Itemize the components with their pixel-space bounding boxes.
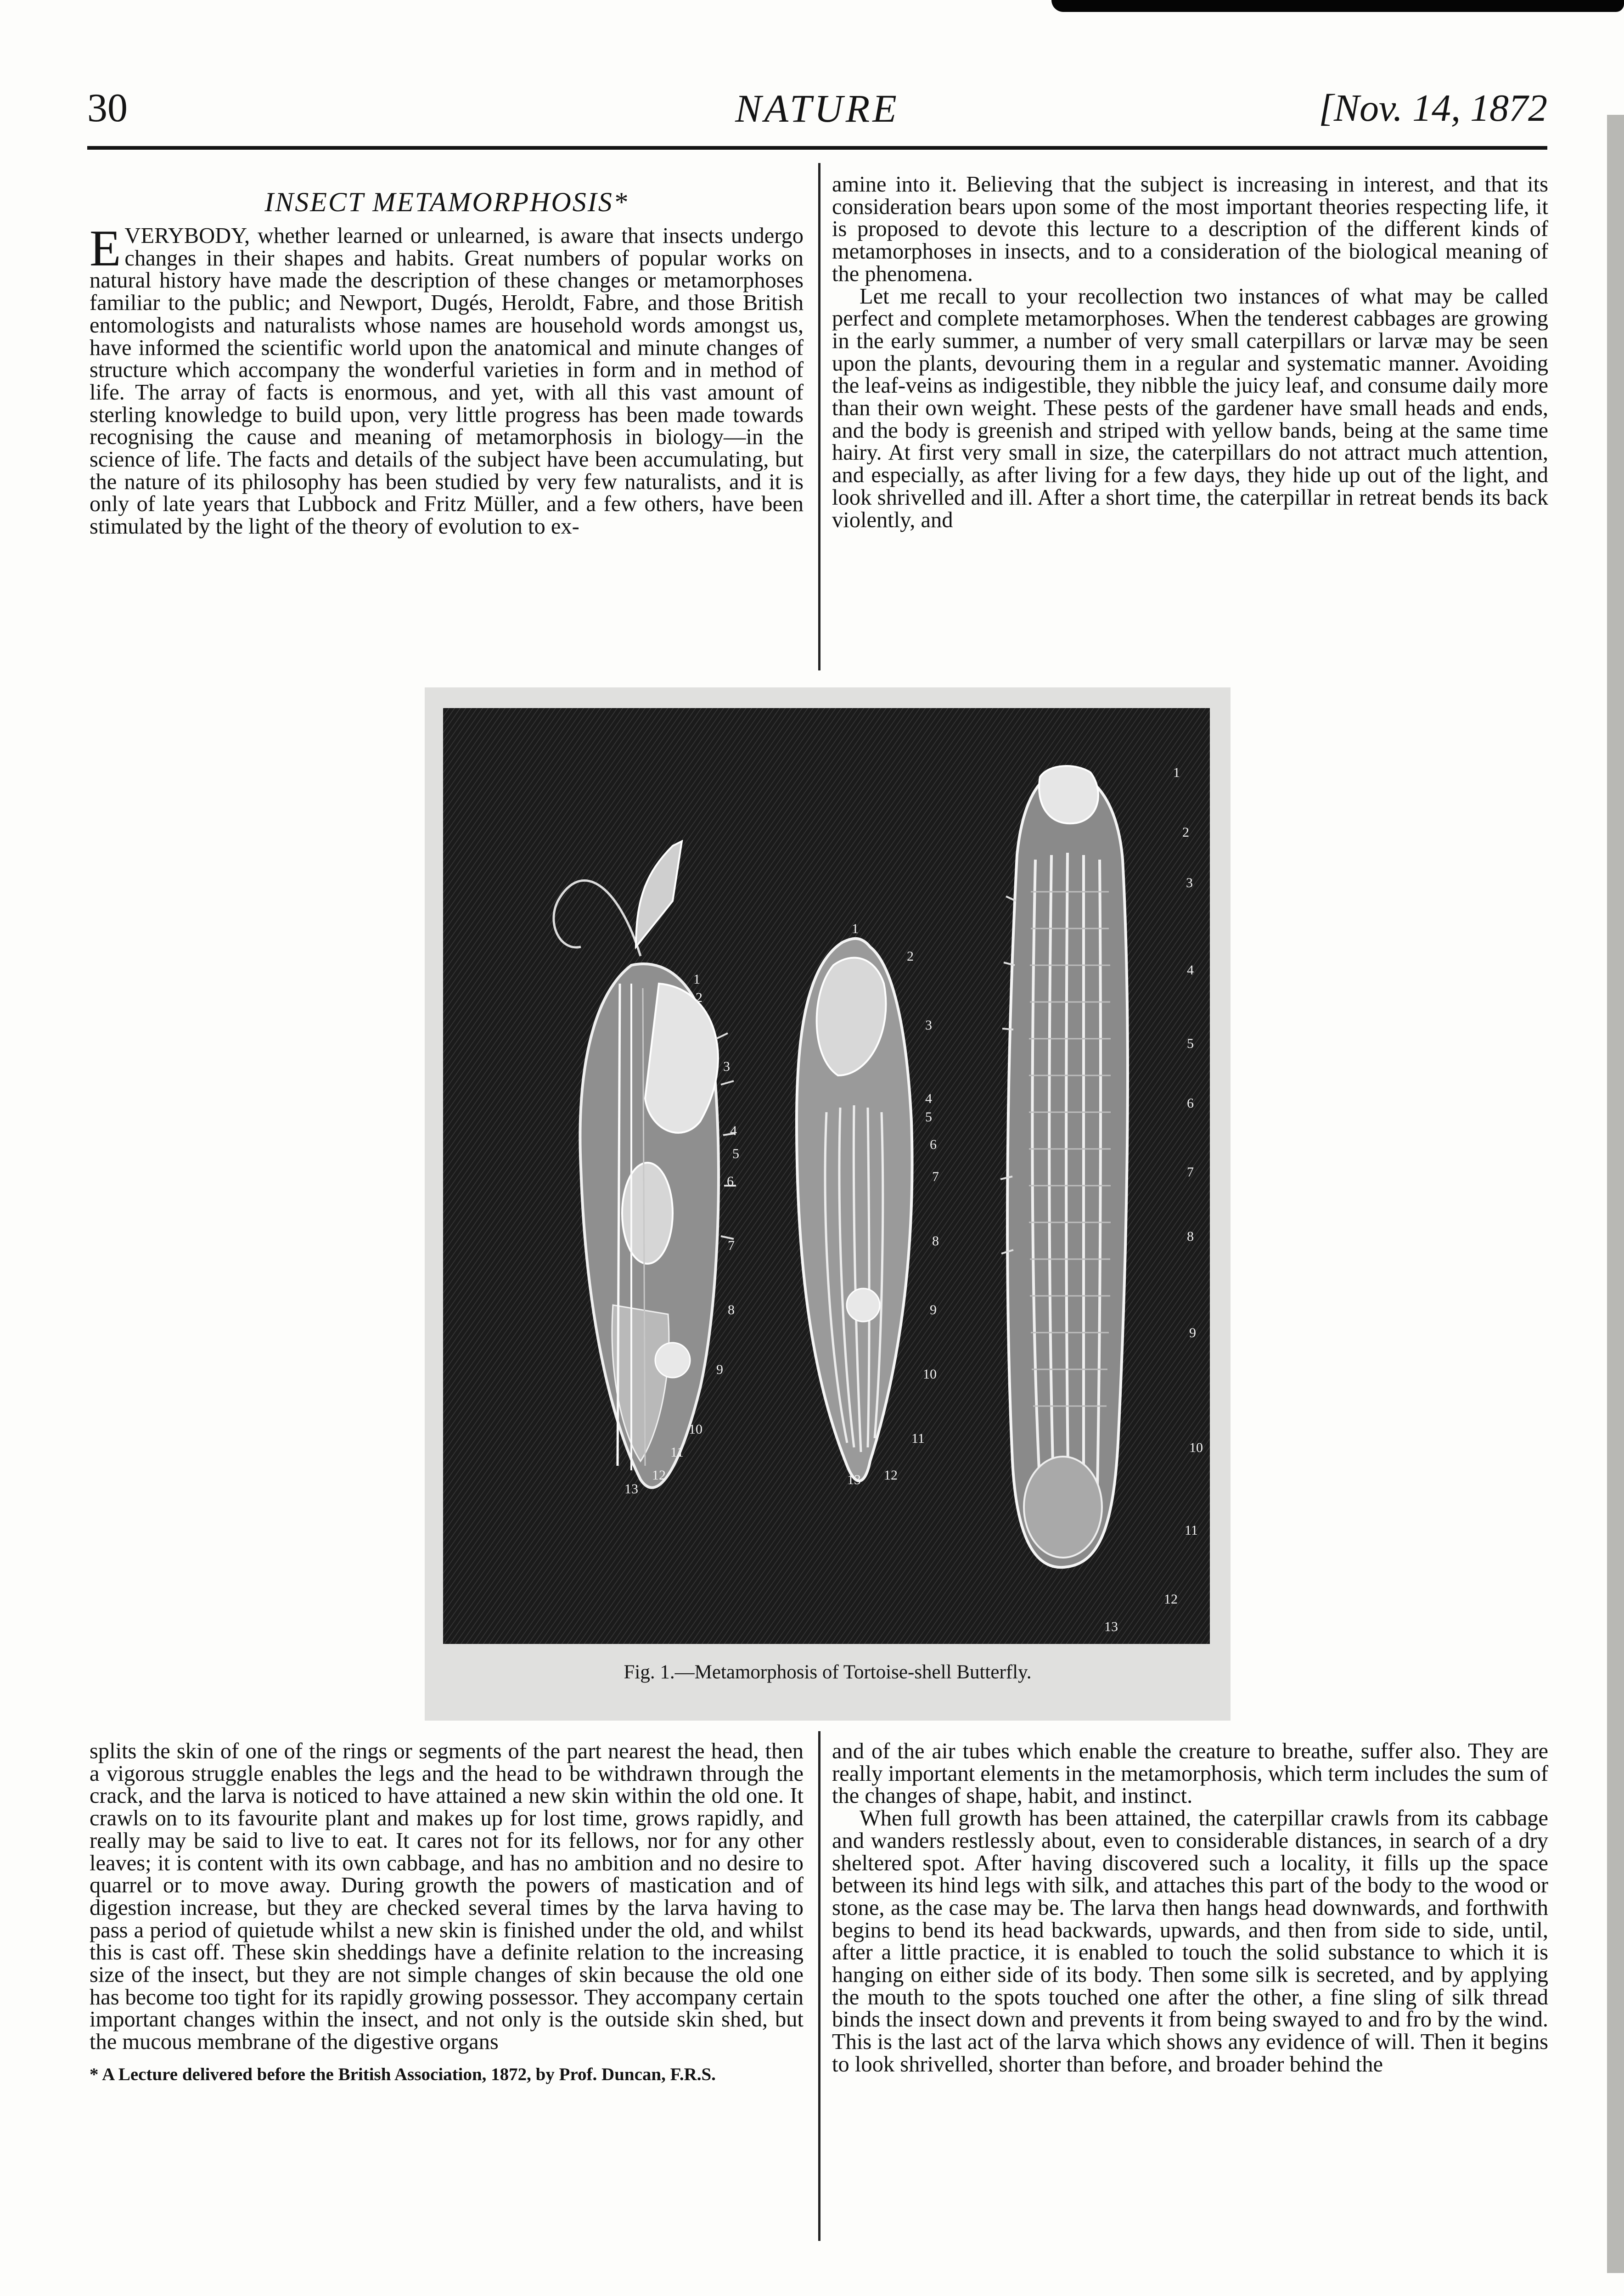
figure-label: 8 [1187, 1229, 1194, 1244]
figure-label: 13 [1104, 1619, 1118, 1634]
figure-label: 6 [727, 1174, 734, 1189]
journal-title: NATURE [735, 86, 899, 130]
figure-label: 2 [1182, 825, 1189, 840]
paragraph-text: amine into it. Believing that the subject is increasing in interest, and that its consideration bears upon some of the most important theories respecting life, it is proposed to devote this lecture to a description of the different kinds of metamorphoses in insects, and to a consideration of the biological meaning of the phenomena. [832, 172, 1548, 286]
figure-label: 7 [932, 1169, 939, 1184]
figure-label: 4 [925, 1091, 932, 1106]
figure-label: 9 [1189, 1325, 1196, 1340]
figure-label: 12 [884, 1468, 898, 1483]
figure-label: 8 [728, 1302, 735, 1317]
figure-label: 2 [696, 990, 702, 1005]
figure-label: 6 [930, 1137, 937, 1152]
column-rule-bottom [818, 1731, 820, 2241]
figure-label: 4 [1187, 962, 1194, 978]
page-number: 30 [87, 86, 128, 130]
right-column-top [832, 174, 1548, 531]
paragraph-text: VERYBODY, whether learned or unlearned, is aware that insects undergo changes in their shapes and habits. Great numbers of popular works on natural history have made the description of these changes or metamorphoses familiar to the public; and Newport, Dugés, Heroldt, Fabre, and those British entomologists and naturalists whose names are household words amongst us, have informed the scientific world upon the anatomical and minute changes of structure which accompany the wonderful varieties in form and in method of life. The array of facts is enormous, and yet, with all this vast amount of sterling knowledge to build upon, very little progress has been made towards recognising the cause and meaning of metamorphosis in biology—in the science of life. The facts and details of the subject have been accumulating, but the nature of its philosophy has been studied by very few naturalists, and it is only of late years that Lubbock and Fritz Müller, and a few others, have been stimulated by the light of the theory of evolution to ex- [90, 224, 804, 539]
figure-label: 3 [723, 1059, 730, 1074]
figure-label: 11 [1185, 1523, 1198, 1538]
figure-label: 1 [1173, 765, 1180, 780]
figure-label: 9 [930, 1302, 937, 1317]
figure-label: 6 [1187, 1096, 1194, 1111]
metamorphosis-illustration [443, 708, 1210, 1644]
figure-label: 11 [670, 1445, 684, 1460]
header-rule [87, 146, 1547, 150]
figure-label: 10 [689, 1422, 702, 1437]
figure-label: 7 [728, 1238, 735, 1253]
right-column-bottom [832, 1740, 1548, 2076]
figure-label: 5 [732, 1146, 739, 1161]
figure-label: 4 [730, 1123, 737, 1138]
figure-label: 5 [1187, 1036, 1194, 1051]
footnote: * A Lecture delivered before the British Association, 1872, by Prof. Duncan, F.R.S. [90, 2064, 716, 2084]
figure-label: 13 [847, 1472, 861, 1487]
page-header [87, 85, 1547, 131]
figure-label: 12 [652, 1468, 666, 1483]
figure-label: 7 [1187, 1165, 1194, 1180]
figure-label: 5 [925, 1109, 932, 1125]
issue-date: [Nov. 14, 1872 [1319, 87, 1547, 129]
paragraph-text: Let me recall to your recollection two instances of what may be called perfect and complete metamorphoses. When the tenderest cabbages are growing in the early summer, a number of very small caterpillars or larvæ may be seen upon the plants, devouring them in a regular and systematic manner. Avoiding the leaf-veins as indigestible, they nibble the juicy leaf, and consume daily more than their own weight. These pests of the gardener have small heads and ends, and the body is greenish and striped with yellow bands, being at the same time hairy. At first very small in size, the caterpillars do not attract much attention, and especially, as after living for a few days, they hide up out of the light, and look shrivelled and ill. After a short time, the caterpillar in retreat bends its back violently, and [832, 284, 1548, 532]
figure-label: 8 [932, 1233, 939, 1249]
figure-label: 3 [1186, 875, 1193, 890]
figure-label: 13 [624, 1481, 638, 1497]
paragraph-text: and of the air tubes which enable the creature to breathe, suffer also. They are really important elements in the metamorphosis, which term includes the sum of the changes of shape, habit, and instinct. [832, 1739, 1548, 1808]
article-paragraph [90, 220, 804, 539]
figure-label: 3 [925, 1018, 932, 1033]
figure-label: 12 [1164, 1592, 1178, 1607]
left-column-bottom [90, 1740, 804, 2085]
paragraph-text: When full growth has been attained, the caterpillar crawls from its cabbage and wanders restlessly about, even to considerable distances, in search of a dry sheltered spot. After having discovered such a locality, it fills up the space between its hind legs with silk, and attaches this part of the body to the wood or stone, as the case may be. The larva then hangs head downwards, and forthwith begins to bend its head backwards, upwards, and then from side to side, until, after a little practice, it is enabled to touch the solid substance to which it is hanging on either side of its body. Then some silk is secreted, and by applying the mouth to the spots touched one after the other, a fine sling of silk thread binds the insect down and prevents it from being swayed to and fro by the wind. This is the last act of the larva which shows any evidence of will. Then it begins to look shrivelled, shorter than before, and broader behind the [832, 1806, 1548, 2077]
figure [425, 687, 1231, 1721]
column-rule-top [818, 163, 820, 670]
figure-label: 10 [1189, 1440, 1203, 1455]
drop-cap: E [90, 220, 121, 277]
engraving-plate [443, 708, 1210, 1644]
paragraph-text: splits the skin of one of the rings or segments of the part nearest the head, then a vigorous struggle enables the legs and the head to be withdrawn through the crack, and the larva is noticed to have attained a new skin within the old one. It crawls on to its favourite plant and makes up for lost time, grows rapidly, and really may be said to live to eat. It cares not for its fellows, nor for any other leaves; it is content with its own cabbage, and has no ambition and no desire to quarrel or to move away. During growth the powers of mastication and of digestion increase, but they are checked several times by the larva having to pass a period of quietude whilst a new skin is finished under the old, and whilst this is cast off. These skin sheddings have a definite relation to the increasing size of the insect, but they are not simple changes of skin because the old one has become too tight for its rapidly growing possessor. They accompany certain important changes within the insect, and not only is the outside skin shed, but the mucous membrane of the digestive organs [90, 1739, 804, 2054]
scan-blot-top [1051, 0, 1624, 12]
figure-label: 1 [693, 972, 700, 987]
figure-caption: Fig. 1.—Metamorphosis of Tortoise-shell Butterfly. [624, 1661, 1032, 1683]
figure-label: 2 [907, 949, 914, 964]
scan-edge-right [1607, 115, 1624, 2273]
figure-label: 11 [911, 1431, 925, 1446]
caterpillar-specimen [1000, 766, 1128, 1567]
figure-label: 9 [716, 1362, 723, 1377]
figure-label: 1 [852, 921, 859, 936]
article-title: INSECT METAMORPHOSIS* [264, 187, 629, 217]
figure-label: 10 [923, 1367, 937, 1382]
left-column-top [90, 184, 804, 538]
